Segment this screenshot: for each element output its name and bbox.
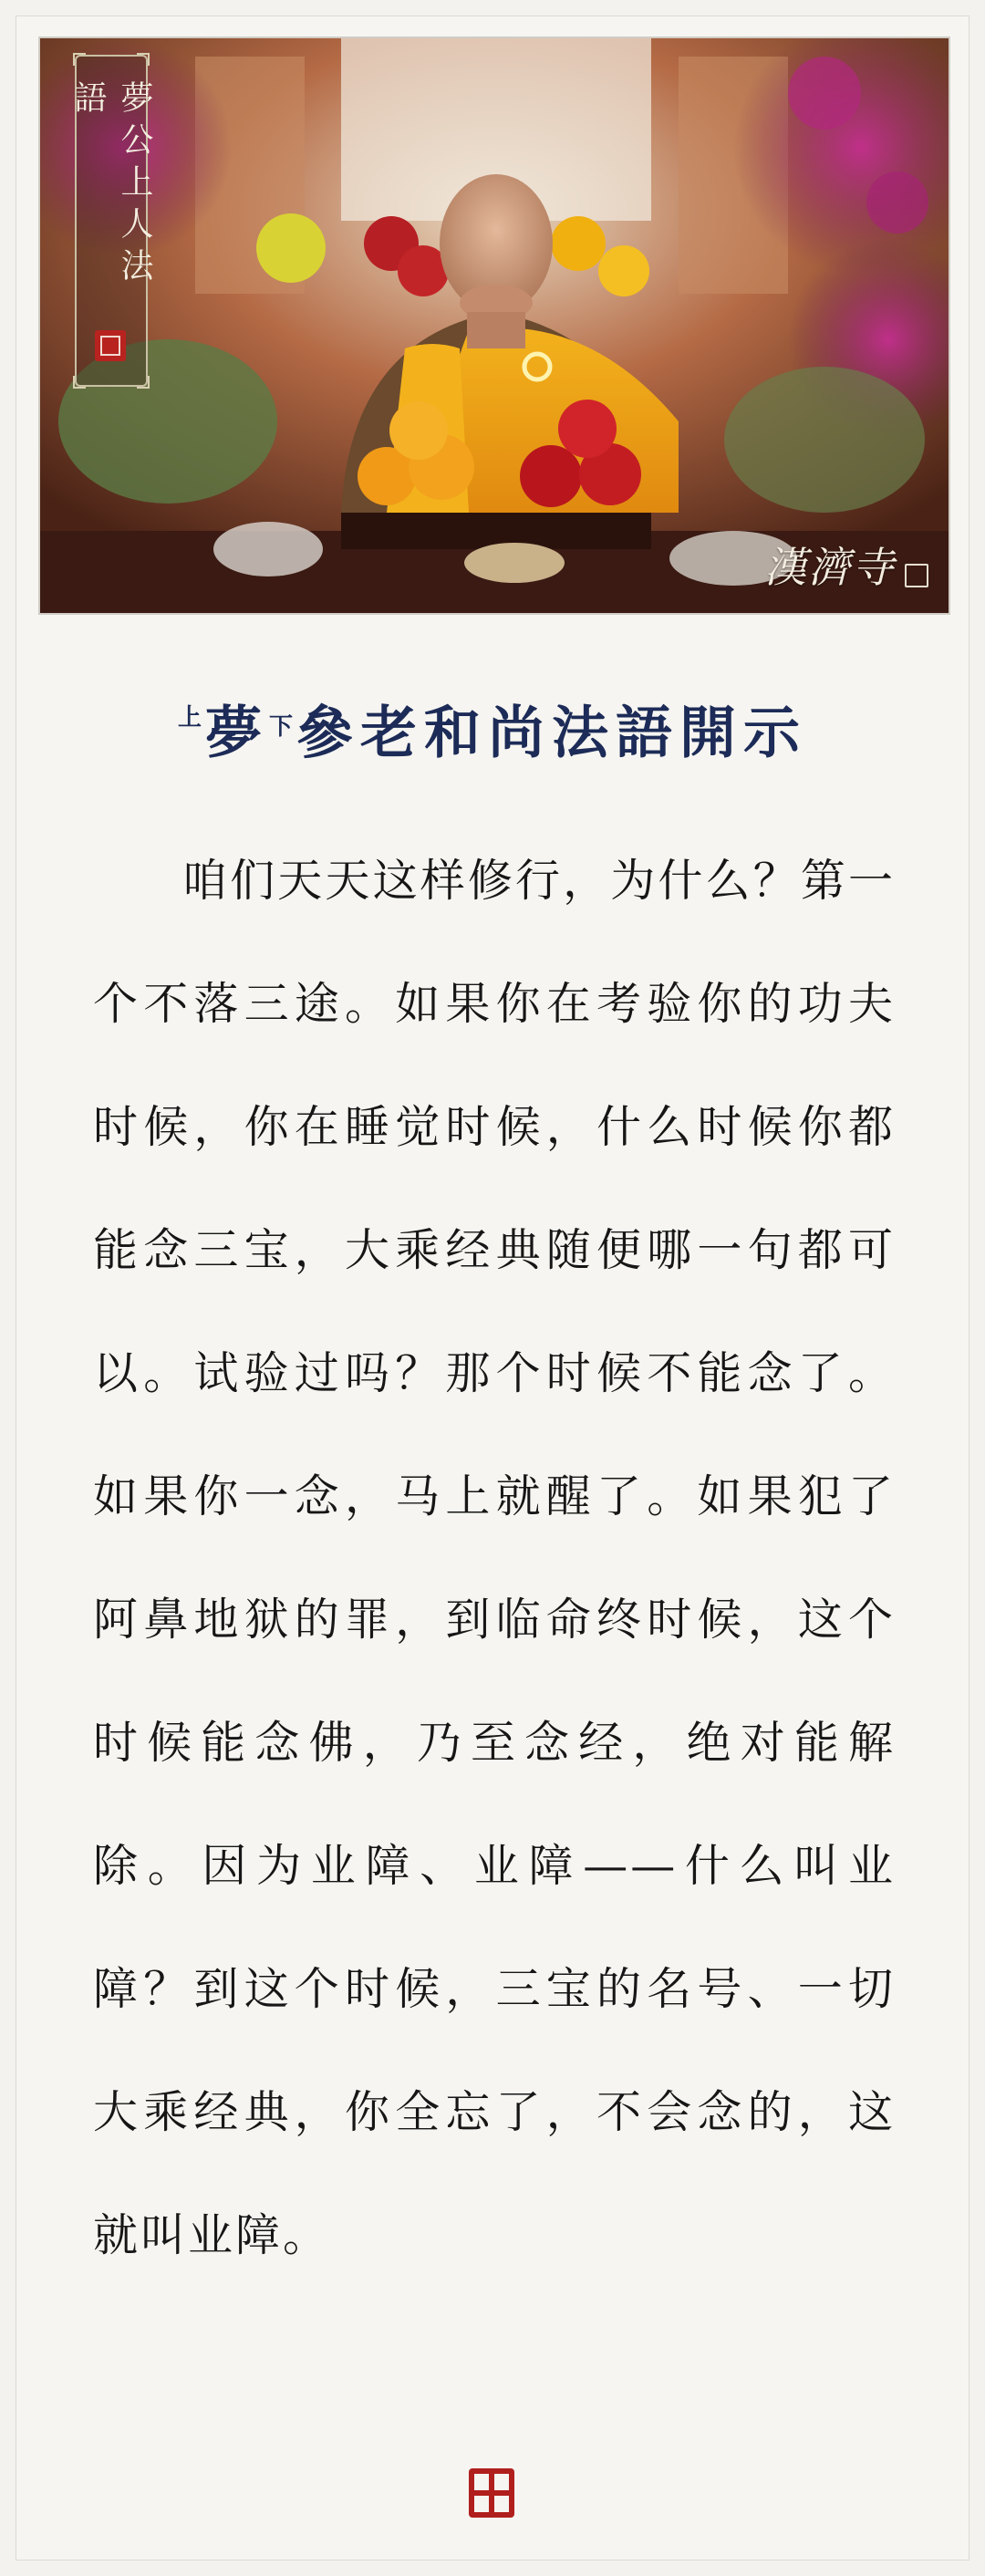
- page-title: [0, 684, 985, 774]
- caption-seal-icon: [95, 330, 126, 361]
- honorific-bottom: 下: [269, 713, 297, 741]
- photo-illustration: [40, 38, 949, 613]
- dharma-talk-text: 咱们天天这样修行，为什么？第一个不落三途。如果你在考验你的功夫时候，你在睡觉时候，什么时候你都能念三宝，大乘经典随便哪一句都可以。试验过吗？那个时候不能念了。如果你一念，马上就醒了。如果犯了阿鼻地狱的罪，到临命终时候，这个时候能念佛，乃至念经，绝对能解除。因为业障、业障——什么叫业障？到这个时候，三宝的名号、一切大乘经典，你全忘了，不会念的，这就叫业障。: [93, 855, 896, 2261]
- banner-photo: [38, 36, 950, 615]
- title-name-rest: 參老和尚法語開示: [296, 699, 808, 766]
- photo-caption-text: 夢公上人法語: [69, 80, 153, 290]
- watermark-seal-icon: [905, 564, 928, 587]
- temple-watermark: 漢濟寺: [764, 543, 896, 592]
- bottom-seal-icon: [469, 2468, 514, 2518]
- photo-caption-frame: [69, 55, 153, 387]
- title-name-first: 夢: [204, 699, 269, 766]
- honorific-top: 上: [177, 704, 205, 732]
